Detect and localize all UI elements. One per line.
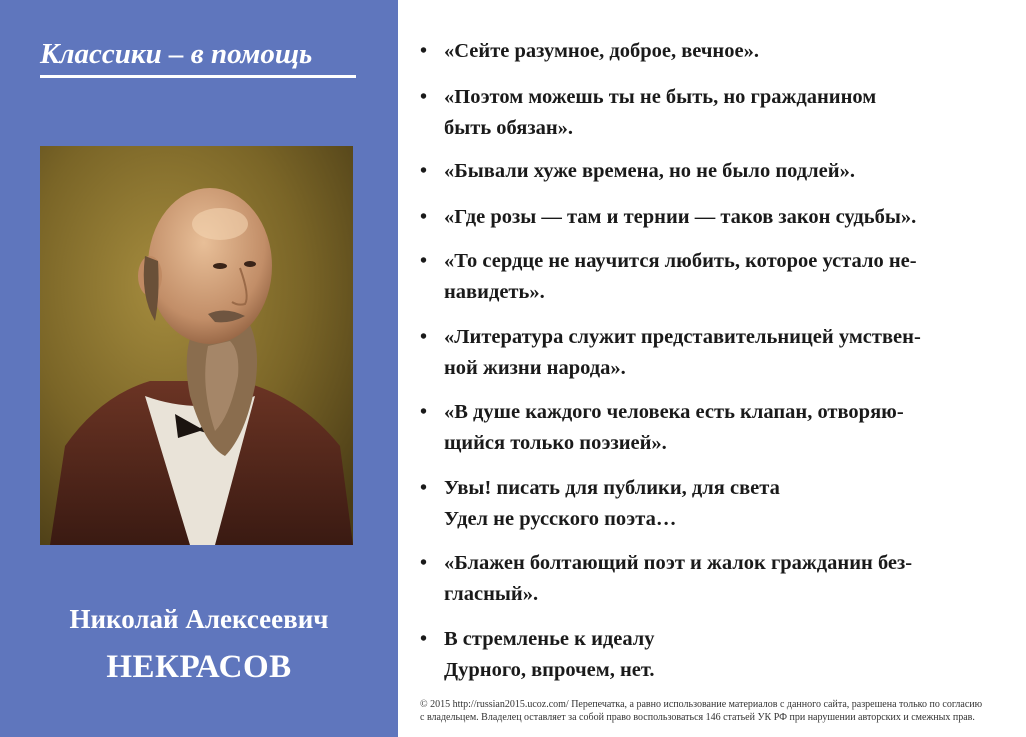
quote-item [420,36,1010,67]
quote-item [420,548,1010,610]
header-underline [40,75,356,78]
bullet-icon: • [420,40,428,62]
bullet-icon: • [420,326,428,348]
quote-line: «Поэтом можешь ты не быть, но гражданином [444,86,877,108]
bullet-icon: • [420,628,428,650]
footer-line: с владельцем. Владелец оставляет за собой право воспользоваться 146 статьей УК РФ при нарушении авторских и смежных прав. [420,712,975,723]
left-panel [0,0,398,737]
header-title: Классики – в помощь [40,38,313,70]
quote-item [420,322,1010,384]
quote-line: навидеть». [444,281,545,303]
quote-line: щийся только поэзией». [444,432,667,454]
author-first-name: Николай Алексеевич [69,604,329,634]
quote-line: ной жизни народа». [444,357,626,379]
quote-line: Дурного, впрочем, нет. [444,659,655,681]
quote-line: «Блажен болтающий поэт и жалок гражданин без- [444,552,913,574]
quote-line: «Бывали хуже времена, но не было подлей». [444,160,855,182]
author-portrait-icon [40,146,353,545]
quote-line: В стремленье к идеалу [444,628,655,650]
quote-line: Увы! писать для публики, для света [444,477,780,499]
quote-item [420,82,1010,144]
quote-line: «Литература служит представительницей умствен- [444,326,921,348]
bullet-icon: • [420,160,428,182]
bullet-icon: • [420,250,428,272]
quote-line: «То сердце не научится любить, которое устало не- [444,250,917,272]
copyright-footer [420,698,1010,724]
quote-line: быть обязан». [444,117,574,139]
bullet-icon: • [420,552,428,574]
quote-line: Удел не русского поэта… [444,508,677,530]
quote-line: гласный». [444,583,539,605]
bullet-icon: • [420,86,428,108]
quote-line: «Сейте разумное, доброе, вечное». [444,40,759,62]
quote-item [420,624,1010,686]
quote-item [420,156,1010,187]
quote-item [420,397,1010,459]
quotes-list [420,0,1010,700]
bullet-icon: • [420,477,428,499]
bullet-icon: • [420,206,428,228]
author-surname: НЕКРАСОВ [106,649,292,685]
footer-line: © 2015 http://russian2015.ucoz.com/ Перепечатка, а равно использование материалов с данного сайта, разрешена только по согласию [420,699,983,710]
quote-item [420,246,1010,308]
quote-item [420,473,1010,535]
author-portrait [40,146,353,545]
bullet-icon: • [420,401,428,423]
quote-line: «В душе каждого человека есть клапан, отворяю- [444,401,904,423]
quote-line: «Где розы — там и тернии — таков закон судьбы». [444,206,917,228]
quote-item [420,202,1010,233]
